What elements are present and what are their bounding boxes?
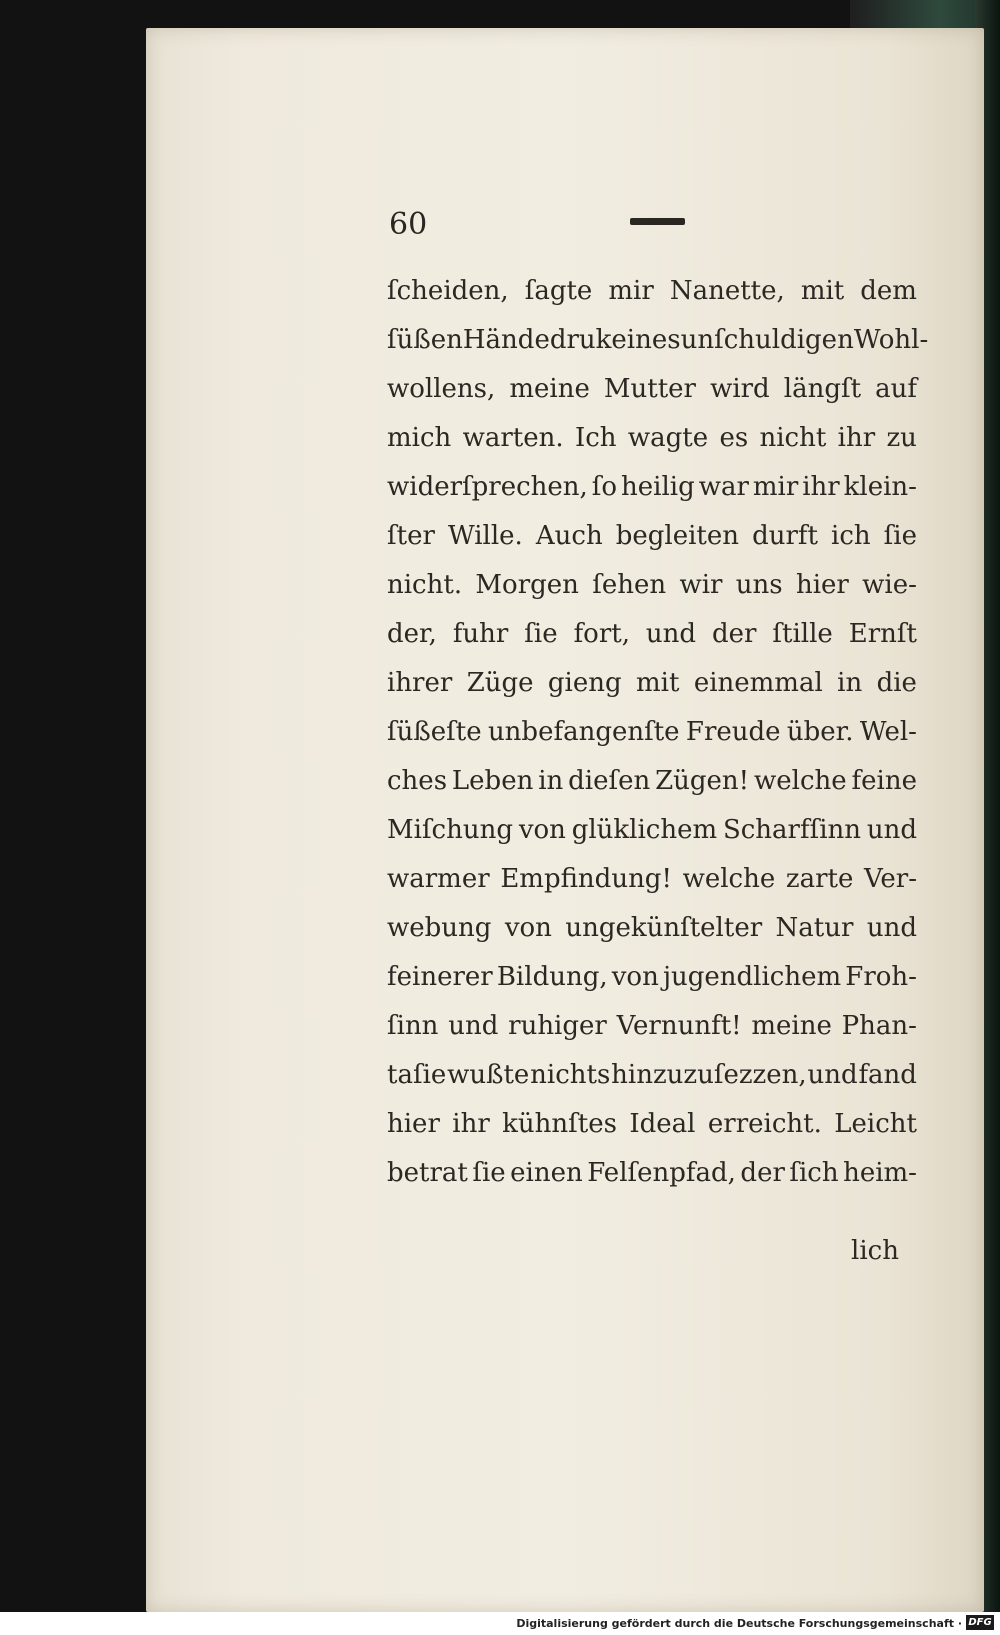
text-word: Händedruk: [462, 325, 612, 355]
text-word: ſter: [387, 521, 435, 551]
text-word: dieſen: [568, 766, 651, 796]
text-word: meine: [751, 1011, 832, 1041]
text-word: Bildung,: [496, 962, 608, 992]
catchword: lich: [851, 1236, 899, 1266]
text-word: nicht.: [387, 570, 463, 600]
text-word: hinzuzuſezzen,: [611, 1060, 807, 1090]
text-word: uns: [735, 570, 783, 600]
header-rule: [630, 218, 685, 225]
text-word: hier: [387, 1109, 440, 1139]
text-word: warten.: [462, 423, 564, 453]
text-line: [387, 325, 929, 374]
text-word: Morgen: [475, 570, 579, 600]
text-word: Ideal: [629, 1109, 696, 1139]
text-line: [387, 1109, 917, 1158]
text-word: ches: [387, 766, 448, 796]
text-line: [387, 717, 917, 766]
text-line: [387, 1011, 917, 1060]
text-line: [387, 864, 917, 913]
text-word: Natur: [775, 913, 854, 943]
text-word: ſagte: [524, 276, 593, 306]
text-word: Vernunft!: [616, 1011, 742, 1041]
text-word: von: [504, 913, 552, 943]
text-word: feine: [851, 766, 917, 796]
text-word: begleiten: [615, 521, 740, 551]
text-word: Freude: [685, 717, 781, 747]
text-word: ſie: [472, 1158, 506, 1188]
text-word: ſich: [789, 1158, 839, 1188]
text-word: Wohl-: [853, 325, 929, 355]
text-word: mit: [800, 276, 845, 306]
text-word: durft: [752, 521, 818, 551]
text-word: unbefangenſte: [487, 717, 680, 747]
text-word: welche: [754, 766, 847, 796]
text-word: über.: [786, 717, 854, 747]
text-word: Ich: [574, 423, 617, 453]
text-word: jugendlichem: [662, 962, 842, 992]
text-line: [387, 472, 917, 521]
text-word: erreicht.: [707, 1109, 822, 1139]
text-word: ſehen: [592, 570, 667, 600]
text-word: fort,: [573, 619, 630, 649]
text-line: [387, 962, 917, 1011]
text-line: [387, 913, 917, 962]
text-word: ſcheiden,: [387, 276, 509, 306]
text-word: betrat: [387, 1158, 468, 1188]
text-word: hier: [795, 570, 849, 600]
text-word: Auch: [535, 521, 603, 551]
text-word: mir: [608, 276, 654, 306]
text-word: wird: [710, 374, 770, 404]
text-word: ſtille: [772, 619, 833, 649]
text-word: und: [448, 1011, 499, 1041]
text-word: ſüßen: [387, 325, 463, 355]
text-word: heim-: [843, 1158, 917, 1188]
text-word: Felſenpfad,: [587, 1158, 736, 1188]
text-word: nichts: [530, 1060, 611, 1090]
text-word: ruhiger: [508, 1011, 607, 1041]
text-word: ihrer: [387, 668, 453, 698]
text-word: es: [719, 423, 749, 453]
text-word: fuhr: [452, 619, 509, 649]
text-word: gieng: [547, 668, 622, 698]
text-word: Froh-: [845, 962, 917, 992]
text-word: wagte: [627, 423, 709, 453]
text-word: nicht: [759, 423, 827, 453]
text-line: [387, 521, 917, 570]
text-word: widerſprechen,: [387, 472, 588, 502]
text-word: von: [518, 815, 566, 845]
text-word: Züge: [466, 668, 534, 698]
text-word: wir: [679, 570, 723, 600]
text-word: unſchuldigen: [680, 325, 854, 355]
text-word: welche: [682, 864, 776, 894]
text-word: ſinn: [387, 1011, 439, 1041]
text-word: kühnſtes: [502, 1109, 617, 1139]
text-line: [387, 423, 917, 472]
text-word: Mutter: [603, 374, 696, 404]
text-word: wußte: [447, 1060, 530, 1090]
text-line: [387, 1060, 917, 1109]
text-word: eines: [611, 325, 681, 355]
text-word: der,: [387, 619, 437, 649]
text-word: mit: [636, 668, 680, 698]
digitization-credit: Digitalisierung gefördert durch die Deutsche Forschungsgemeinschaft ·: [516, 1617, 962, 1630]
text-word: ihr: [452, 1109, 490, 1139]
text-word: einemmal: [693, 668, 823, 698]
text-word: fand: [858, 1060, 917, 1090]
text-line: [387, 619, 917, 668]
text-word: webung: [387, 913, 492, 943]
text-word: meine: [509, 374, 590, 404]
text-word: wollens,: [387, 374, 496, 404]
text-word: ich: [831, 521, 871, 551]
text-line: [387, 570, 917, 619]
text-word: von: [611, 962, 659, 992]
text-word: heilig: [621, 472, 695, 502]
text-word: und: [645, 619, 697, 649]
text-word: dem: [860, 276, 917, 306]
text-word: in: [837, 668, 863, 698]
text-word: ſüßeſte: [387, 717, 482, 747]
text-word: und: [807, 1060, 858, 1090]
text-word: der: [712, 619, 757, 649]
page-number: 60: [389, 207, 428, 242]
text-word: feinerer: [387, 962, 493, 992]
text-word: Ver-: [864, 864, 917, 894]
dfg-logo: DFG: [966, 1615, 994, 1630]
text-word: wie-: [862, 570, 917, 600]
text-line: [387, 1158, 917, 1207]
text-word: Empfindung!: [500, 864, 672, 894]
text-word: ihr: [837, 423, 876, 453]
text-word: Nanette,: [669, 276, 785, 306]
text-line: [387, 766, 917, 815]
text-word: war: [698, 472, 749, 502]
text-word: ſie: [524, 619, 558, 649]
text-word: einen: [510, 1158, 583, 1188]
text-word: Wel-: [859, 717, 917, 747]
text-word: Leben: [451, 766, 534, 796]
text-word: ihr: [802, 472, 840, 502]
page-text: [387, 276, 929, 1207]
text-word: Phan-: [841, 1011, 917, 1041]
text-word: klein-: [843, 472, 917, 502]
text-line: [387, 668, 917, 717]
text-word: mir: [752, 472, 799, 502]
text-word: auf: [875, 374, 917, 404]
text-line: [387, 815, 917, 864]
text-word: ſie: [883, 521, 917, 551]
text-word: die: [876, 668, 917, 698]
text-word: warmer: [387, 864, 490, 894]
text-word: glüklichem: [571, 815, 718, 845]
text-word: Zügen!: [655, 766, 750, 796]
text-word: mich: [387, 423, 452, 453]
text-word: ſo: [591, 472, 618, 502]
text-word: und: [866, 815, 917, 845]
text-word: ungekünſtelter: [565, 913, 763, 943]
text-word: der: [740, 1158, 785, 1188]
text-word: zu: [886, 423, 917, 453]
text-line: [387, 276, 917, 325]
text-word: in: [538, 766, 564, 796]
text-word: taſie: [387, 1060, 447, 1090]
text-word: Scharfſinn: [722, 815, 862, 845]
text-word: Ernſt: [848, 619, 917, 649]
text-word: zarte: [785, 864, 854, 894]
text-word: Leicht: [834, 1109, 917, 1139]
text-word: Wille.: [447, 521, 523, 551]
text-word: Miſchung: [387, 815, 514, 845]
text-line: [387, 374, 917, 423]
text-word: und: [866, 913, 917, 943]
text-word: längſt: [783, 374, 862, 404]
